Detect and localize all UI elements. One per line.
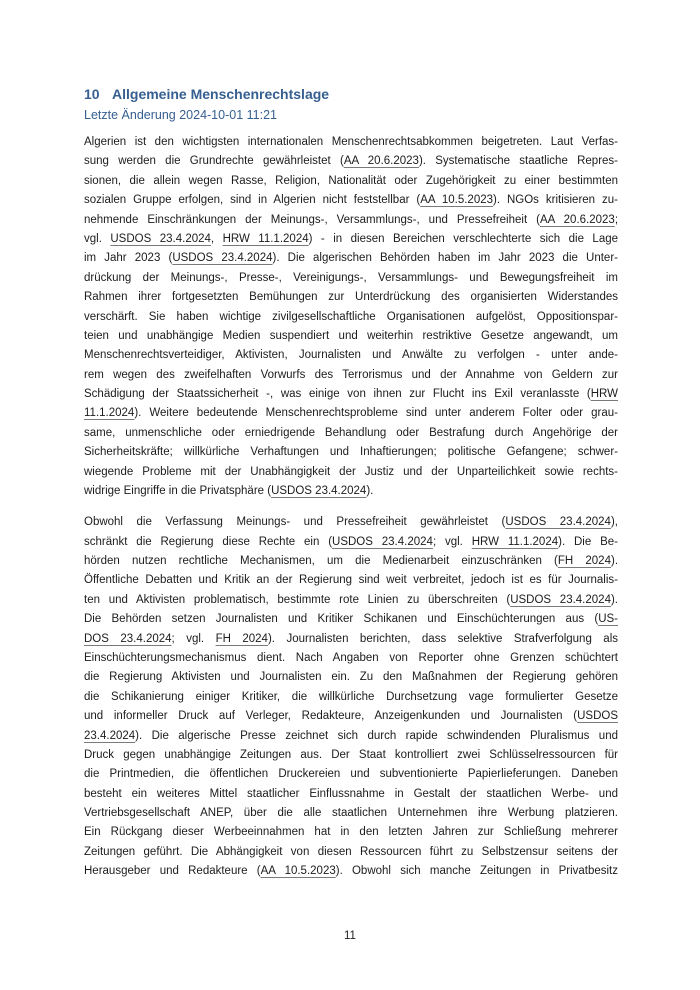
source-reference: DOS 23.4.2024 (84, 632, 172, 645)
text-run: sozialen Gruppe erfolgen, sind in Algerien nicht feststellbar ( (84, 194, 421, 207)
text-line (84, 610, 618, 629)
text-run: Menschenrechtsverteidiger, Aktivisten, Journalisten und Anwälte zu verfolgen - unter ande- (84, 349, 618, 362)
text-run: Öffentliche Debatten und Kritik an der Regierung sind weit verbreitet, jedoch ist es für Journalis- (84, 574, 618, 587)
source-reference: USDOS 23.4.2024 (110, 232, 211, 245)
text-run: ; vgl. (432, 535, 472, 548)
page-number: 11 (344, 930, 356, 942)
text-run: hörden nutzen rechtliche Mechanismen, um die Medienarbeit einzuschränken ( (84, 555, 558, 567)
body-text (84, 133, 618, 893)
text-line-content (84, 330, 618, 342)
text-line (84, 424, 618, 443)
text-line-content (84, 388, 618, 400)
text-run: ten und Aktivisten problematisch, bestimmte rote Linien zu überschreiten ( (84, 593, 511, 606)
text-line (84, 172, 618, 191)
text-line-content (84, 446, 618, 458)
last-modified-note: Letzte Änderung 2024-10-01 11:21 (84, 108, 277, 122)
text-run: die Schikanierung einiger Kritiker, die willkürliche Durchsetzung vage formulierter Gesetze (84, 690, 618, 703)
text-line-content (84, 252, 618, 264)
text-line-content (84, 730, 618, 742)
section-number: 10 (84, 86, 100, 102)
text-line (84, 727, 618, 746)
text-line-content (84, 291, 618, 303)
text-run: Schädigung der Staatssicherheit -, was einige von ihnen zur Flucht ins Exil veranlasste ( (84, 388, 591, 401)
text-run: Die Behörden setzen Journalisten und Kritiker Schikanen und Einschüchterungen aus ( (84, 613, 599, 626)
text-line (84, 765, 618, 784)
text-line (84, 688, 618, 707)
text-run: Sicherheitskräfte; willkürliche Verhaftungen und Inhaftierungen; politische Gefangene; schwer- (84, 446, 618, 459)
text-run: vgl. (84, 232, 111, 245)
text-line (84, 152, 618, 171)
source-reference: AA 10.5.2023 (420, 194, 494, 207)
text-run: ; vgl. (171, 632, 216, 645)
text-line-content (84, 768, 618, 780)
source-reference: USDOS 23.4.2024 (172, 252, 273, 265)
text-run: ). Die algerische Presse zeichnet sich durch rapide schwindenden Pluralismus und (135, 729, 618, 742)
text-line (84, 230, 618, 249)
text-line (84, 668, 618, 687)
text-run: wiegende Probleme mit der Unabhängigkeit der Justiz und der Unparteilichkeit sowie rechts- (84, 465, 618, 478)
text-run: schränkt die Regierung diese Rechte ein ( (84, 535, 333, 548)
text-line (84, 552, 618, 571)
text-run: und informeller Druck auf Verleger, Redakteure, Anzeigenkunden und Journalisten ( (84, 710, 578, 723)
text-run: widrige Eingriffe in die Privatsphäre ( (84, 485, 272, 498)
text-run: ), (610, 516, 618, 529)
text-run: Vertriebsgesellschaft ANEP, über die alle staatlichen Unternehmen ihre Werbung platzieren. (84, 807, 618, 820)
text-line (84, 571, 618, 590)
text-run: ). (610, 593, 618, 606)
text-run: die Regierung Aktivisten und Journalisten ein. Zu den Maßnahmen der Regierung gehören (84, 671, 618, 684)
text-line-content (84, 516, 618, 528)
text-run: ). Die Be- (558, 535, 618, 548)
text-line (84, 366, 618, 385)
text-line (84, 385, 618, 404)
text-line (84, 843, 618, 862)
text-line (84, 327, 618, 346)
source-reference: USDOS 23.4.2024 (271, 485, 367, 498)
text-line (84, 823, 618, 842)
text-line (84, 269, 618, 288)
source-reference: USDOS 23.4.2024 (505, 516, 611, 529)
text-line-content (84, 691, 618, 703)
text-run: Obwohl die Verfassung Meinungs- und Pressefreiheit gewährleistet ( (84, 516, 506, 529)
text-line-content (84, 574, 618, 586)
text-run: nehmende Einschränkungen der Meinungs-, Versammlungs-, und Pressefreiheit ( (84, 213, 540, 226)
text-line-content (84, 311, 618, 323)
text-run: drückung der Meinungs-, Presse-, Vereinigungs-, Versammlungs- und Bewegungsfreiheit im (84, 271, 618, 284)
text-run: verschärft. Sie haben wichtige zivilgesellschaftliche Organisationen aufgelöst, Oppositionspar- (84, 310, 618, 323)
text-run: Herausgeber und Redakteure ( (84, 865, 261, 878)
source-reference: USDOS 23.4.2024 (332, 535, 433, 548)
text-line-content (84, 369, 618, 381)
text-line-content (84, 175, 618, 187)
source-reference: FH 2024 (557, 555, 611, 567)
source-reference: US- (598, 613, 618, 626)
text-run: teien und unabhängige Medien suspendiert und weiterhin restriktive Gesetze angewandt, um (84, 329, 618, 342)
text-line-content (84, 555, 618, 567)
text-line-content (84, 407, 618, 419)
text-run: ). Journalisten berichten, dass selektive Strafverfolgung als (267, 632, 619, 645)
text-run: ). NGOs kritisieren zu- (493, 194, 618, 207)
text-line (84, 211, 618, 230)
text-line (84, 133, 618, 152)
source-reference: AA 10.5.2023 (260, 865, 336, 878)
text-line-content (84, 788, 618, 800)
text-line-content (84, 865, 618, 877)
text-run: ). Die algerischen Behörden haben im Jahr 2023 die Unter- (272, 252, 618, 265)
text-run: die Printmedien, die öffentlichen Druckereien und subventionierte Papierlieferungen. Daneben (84, 768, 618, 781)
text-line-content (84, 155, 618, 167)
text-run: sung werden die Grundrechte gewährleistet ( (84, 155, 344, 168)
text-run: Rahmen ihrer fortgesetzten Bemühungen zur Unterdrückung des organisierten Widerstandes (84, 291, 618, 304)
text-run: , (210, 232, 223, 245)
text-line (84, 533, 618, 552)
text-line-content (84, 233, 618, 245)
text-line (84, 443, 618, 462)
source-reference: AA 20.6.2023 (343, 155, 419, 168)
text-line (84, 404, 618, 423)
text-line-content (84, 652, 618, 664)
text-line-content (84, 536, 618, 548)
text-line (84, 649, 618, 668)
text-line (84, 862, 618, 881)
text-run: Druck gegen unabhängige Zeitungen aus. Der Staat kontrolliert zwei Schlüsselressourcen für (84, 748, 618, 761)
text-line (84, 249, 618, 268)
source-reference: HRW (590, 388, 618, 401)
text-run: Algerien ist den wichtigsten internationalen Menschenrechtsabkommen beigetreten. Laut Verfas- (84, 136, 618, 148)
paragraph (84, 513, 618, 881)
text-line (84, 288, 618, 307)
text-line-content (84, 710, 618, 722)
text-run: im Jahr 2023 ( (84, 252, 173, 265)
text-line-content (84, 214, 618, 226)
source-reference: FH 2024 (215, 632, 268, 645)
text-line (84, 482, 618, 501)
text-line (84, 591, 618, 610)
text-line (84, 308, 618, 327)
text-run: ). Systematische staatliche Repres- (418, 155, 618, 168)
text-line-content (84, 136, 618, 148)
text-line-content (84, 749, 618, 761)
text-run: Einschüchterungsmechanismus dient. Nach Angaben von Reporter ohne Grenzen schüchtert (84, 651, 618, 664)
text-run: ). Obwohl sich manche Zeitungen in Privatbesitz (335, 865, 619, 878)
text-run: ). (366, 485, 374, 498)
text-line-content (84, 807, 618, 819)
text-line-content (84, 272, 618, 284)
text-line (84, 804, 618, 823)
text-line (84, 513, 618, 532)
text-run: ). Weitere bedeutende Menschenrechtsprobleme sind unter anderem Folter oder grau- (134, 407, 618, 420)
source-reference: AA 20.6.2023 (539, 213, 615, 226)
text-run: rem wegen des zweifelhaften Vorwurfs des Terrorismus und der Annahme von Geldern zur (84, 368, 618, 381)
source-reference: HRW 11.1.2024 (222, 232, 309, 245)
text-run: Zeitungen geführt. Die Abhängigkeit von diesen Ressourcen führt zu Selbstzensur seitens der (84, 845, 618, 858)
text-run: same, unmenschliche oder erniedrigende Behandlung oder Bestrafung durch Angehörige der (84, 426, 618, 439)
text-run: ). (610, 555, 619, 567)
text-line (84, 630, 618, 649)
text-line (84, 707, 618, 726)
text-run: ; (614, 213, 619, 226)
text-line (84, 191, 618, 210)
text-line-content (84, 349, 618, 361)
source-reference: 11.1.2024 (84, 407, 135, 420)
paragraph (84, 133, 618, 501)
section-heading (84, 86, 329, 102)
text-line-content (84, 613, 618, 625)
text-run: Ein Rückgang dieser Werbeeinnahmen hat in den letzten Jahren zur Schließung mehrerer (84, 826, 618, 839)
text-run: sionen, die allein wegen Rasse, Religion, Nationalität oder Zugehörigkeit zu einer bestimmten (84, 174, 618, 187)
text-line-content (84, 594, 618, 606)
text-line-content (84, 846, 618, 858)
text-line-content (84, 633, 618, 645)
source-reference: USDOS (577, 710, 618, 723)
text-run: besteht ein weiteres Mittel staatlicher Einflussnahme in Gestalt der staatlichen Werbe- und (84, 787, 618, 800)
text-line (84, 785, 618, 804)
source-reference: USDOS 23.4.2024 (510, 593, 611, 606)
text-line (84, 346, 618, 365)
text-line-content (84, 466, 618, 478)
section-title: Allgemeine Menschenrechtslage (112, 86, 330, 102)
text-line-content (84, 826, 618, 838)
source-reference: HRW 11.1.2024 (471, 535, 559, 548)
text-line (84, 746, 618, 765)
text-line-content (84, 671, 618, 683)
text-run: ) - in diesen Bereichen verschlechterte sich die Lage (308, 232, 619, 245)
source-reference: 23.4.2024 (84, 729, 136, 742)
text-line-content (84, 194, 618, 206)
text-line-content (84, 427, 618, 439)
text-line-content (84, 485, 373, 497)
text-line (84, 463, 618, 482)
